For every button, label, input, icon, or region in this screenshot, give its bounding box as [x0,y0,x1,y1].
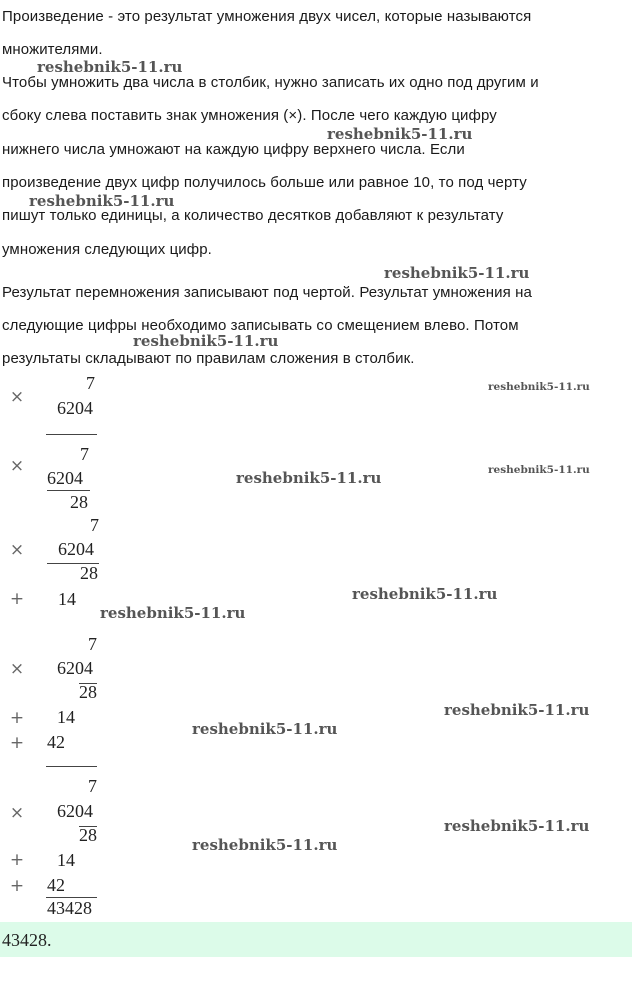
answer-box [0,922,632,957]
partial-product: 14 [58,589,76,609]
times-sign: × [9,803,25,823]
plus-sign: + [9,589,25,609]
multiplier: 7 [80,444,89,464]
multiplier: 7 [90,515,99,535]
watermark: reshebnik5-11.ru [488,381,590,393]
watermark: reshebnik5-11.ru [133,332,279,350]
watermark: reshebnik5-11.ru [352,585,498,603]
watermark: reshebnik5-11.ru [100,604,246,622]
partial-product: 42 [47,875,65,895]
text-line-3: Чтобы умножить два числа в столбик, нужно записать их одно под другим и [2,74,539,91]
partial-product: 14 [57,850,75,870]
watermark: reshebnik5-11.ru [192,836,338,854]
plus-sign: + [9,850,25,870]
text-line-5: нижнего числа умножают на каждую цифру верхнего числа. Если [2,141,465,158]
text-line-6: произведение двух цифр получилось больше или равное 10, то под черту [2,174,527,191]
text-line-4: сбоку слева поставить знак умножения (×). После чего каждую цифру [2,107,497,124]
text-line-8: умножения следующих цифр. [2,241,212,258]
multiplier: 7 [86,373,95,393]
partial-product: 14 [57,707,75,727]
partial-product: 28 [70,492,88,512]
underline [46,434,97,435]
watermark: reshebnik5-11.ru [236,469,382,487]
watermark: reshebnik5-11.ru [37,58,183,76]
final-result: 43428 [47,898,92,918]
partial-product: 28 [80,563,98,583]
watermark: reshebnik5-11.ru [488,464,590,476]
partial-product: 28 [79,825,97,845]
multiplicand: 6204 [57,398,93,418]
multiplier: 7 [88,776,97,796]
text-line-2: множителями. [2,41,103,58]
plus-sign: + [9,733,25,753]
multiplicand: 6204 [58,539,94,559]
underline [46,766,97,767]
text-line-11: результаты складывают по правилам сложения в столбик. [2,350,415,367]
underline [47,490,90,491]
plus-sign: + [9,708,25,728]
text-line-10: следующие цифры необходимо записывать со смещением влево. Потом [2,317,519,334]
times-sign: × [9,456,25,476]
plus-sign: + [9,876,25,896]
text-line-7: пишут только единицы, а количество десятков добавляют к результату [2,207,504,224]
multiplier: 7 [88,634,97,654]
partial-product: 28 [79,682,97,702]
watermark: reshebnik5-11.ru [384,264,530,282]
partial-product: 42 [47,732,65,752]
watermark: reshebnik5-11.ru [444,817,590,835]
times-sign: × [9,387,25,407]
multiplicand: 6204 [57,658,93,678]
watermark: reshebnik5-11.ru [29,192,175,210]
multiplicand: 6204 [47,468,83,488]
watermark: reshebnik5-11.ru [444,701,590,719]
times-sign: × [9,659,25,679]
text-line-9: Результат перемножения записывают под чертой. Результат умножения на [2,284,532,301]
multiplicand: 6204 [57,801,93,821]
text-line-1: Произведение - это результат умножения двух чисел, которые называются [2,8,532,25]
watermark: reshebnik5-11.ru [192,720,338,738]
watermark: reshebnik5-11.ru [327,125,473,143]
times-sign: × [9,540,25,560]
answer-value: 43428. [2,930,52,950]
